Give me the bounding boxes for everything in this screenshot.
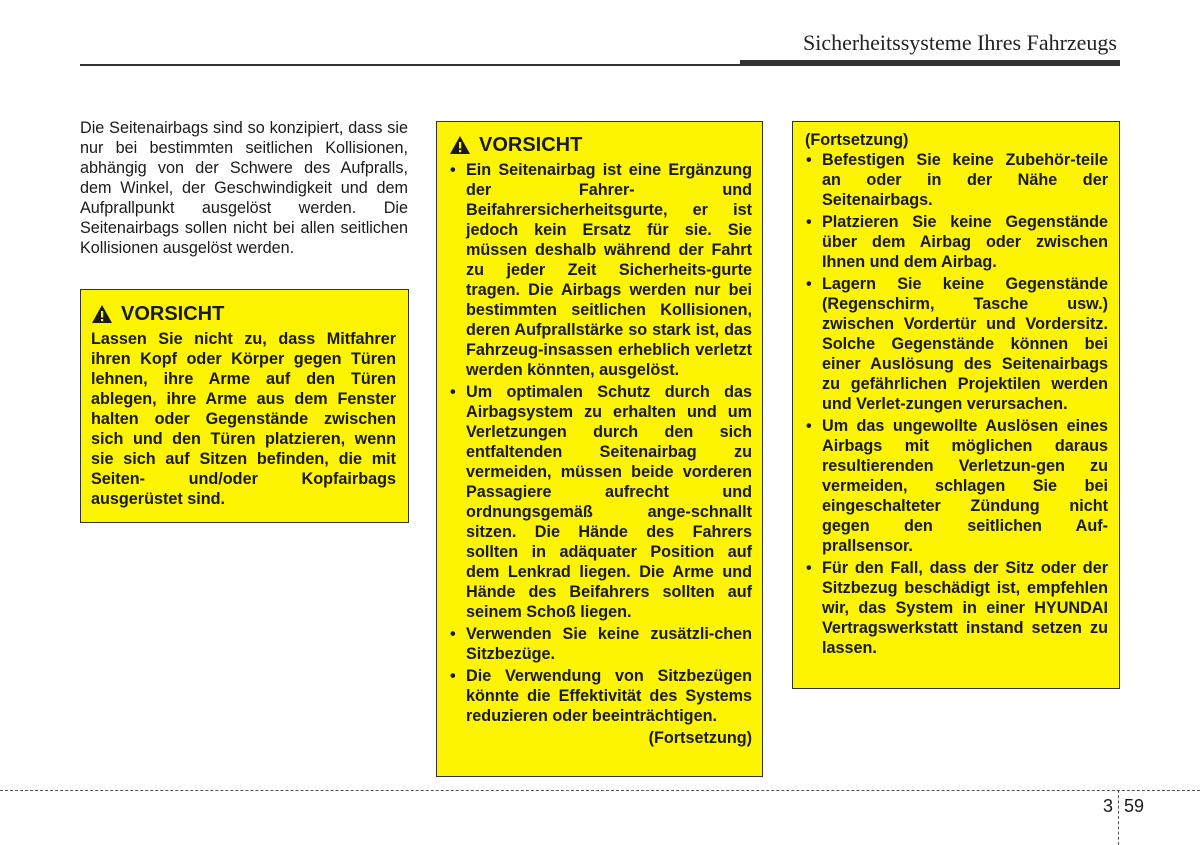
warning-triangle-icon bbox=[449, 135, 471, 155]
list-item: • Lagern Sie keine Gegenstände (Regenschirm, Tasche usw.) zwischen Vordertür und Vordersitz. Solche Gegenstände können bei einer Auslösung des Seitenairbags zu gefährlichen Projektilen werden und Verlet-zungen verursachen. bbox=[806, 275, 1108, 413]
continued-label: (Fortsetzung) bbox=[805, 131, 909, 149]
list-item: • Für den Fall, dass der Sitz oder der Sitzbezug beschädigt ist, empfehlen wir, das System in einer HYUNDAI Vertragswerkstatt instand setzen zu lassen. bbox=[806, 559, 1108, 657]
page-number: 59 bbox=[1124, 796, 1145, 816]
list-item: • Die Verwendung von Sitzbezügen könnte die Effektivität des Systems reduzieren oder beeinträchtigen. bbox=[450, 667, 752, 725]
list-item: • Um optimalen Schutz durch das Airbagsystem zu erhalten und um Verletzungen durch den sich entfaltenden Seitenairbag zu vermeiden, müssen beide vorderen Passagiere aufrecht und ordnungsgemäß ange-schnallt sitzen. Die Hände des Fahrers sollten in adäquater Position auf dem Lenkrad liegen. Die Arme und Hände des Beifahrers sollten auf seinem Schoß liegen. bbox=[450, 383, 752, 621]
list-item: • Verwenden Sie keine zusätzli-chen Sitzbezüge. bbox=[450, 625, 752, 663]
page-number-divider bbox=[1118, 790, 1119, 845]
warning-triangle-icon bbox=[91, 304, 113, 324]
caution-text: Lassen Sie nicht zu, dass Mitfahrer ihren Kopf oder Körper gegen Türen lehnen, ihre Arme auf den Türen ablegen, ihre Arme aus dem Fenster halten oder Gegenstände zwischen sich und den Türen platzieren, wenn sie sich auf Sitzen befinden, die mit Seiten- und/oder Kopfairbags ausgerüstet sind. bbox=[91, 330, 396, 508]
intro-paragraph: Die Seitenairbags sind so konzipiert, dass sie nur bei bestimmten seitlichen Kollisionen, abhängig von der Schwere des Aufpralls, dem Winkel, der Geschwindigkeit und dem Aufprallpunkt ausgelöst werden. Die Seitenairbags sollen nicht bei allen seitlichen Kollisionen ausgelöst werden. bbox=[80, 119, 408, 257]
header-rule-accent bbox=[740, 60, 1120, 66]
page-header-title: Sicherheitssysteme Ihres Fahrzeugs bbox=[802, 30, 1117, 55]
list-item: • Um das ungewollte Auslösen eines Airbags mit möglichen daraus resultierenden Verletzun-gen zu vermeiden, schlagen Sie bei eingeschalteter Zündung nicht gegen den seitlichen Auf-prallsensor. bbox=[806, 417, 1108, 555]
footer-rule bbox=[0, 790, 1200, 791]
caution-box-middle bbox=[436, 121, 763, 777]
caution-heading-text: VORSICHT bbox=[121, 303, 225, 325]
caution-box-right bbox=[792, 121, 1120, 689]
chapter-number: 3 bbox=[1103, 796, 1114, 816]
caution-bullet-list bbox=[449, 160, 752, 726]
continued-label: (Fortsetzung) bbox=[648, 729, 752, 747]
list-item: • Platzieren Sie keine Gegenstände über dem Airbag oder zwischen Ihnen und dem Airbag. bbox=[806, 213, 1108, 271]
caution-bullet-list bbox=[805, 150, 1108, 658]
caution-heading-middle bbox=[449, 133, 752, 157]
caution-box-left bbox=[80, 289, 409, 523]
caution-heading-text: VORSICHT bbox=[479, 134, 583, 156]
caution-heading-left bbox=[91, 302, 396, 326]
list-item: • Befestigen Sie keine Zubehör-teile an oder in der Nähe der Seitenairbags. bbox=[806, 151, 1108, 209]
list-item: • Ein Seitenairbag ist eine Ergänzung der Fahrer- und Beifahrersicherheitsgurte, er ist jedoch kein Ersatz für sie. Sie müssen deshalb während der Fahrt zu jeder Zeit Sicherheits-gurte tragen. Die Airbags werden nur bei bestimmten seitlichen Kollisionen, deren Aufprallstärke so stark ist, das Fahrzeug-insassen erheblich verletzt werden könnten, ausgelöst. bbox=[450, 161, 752, 379]
